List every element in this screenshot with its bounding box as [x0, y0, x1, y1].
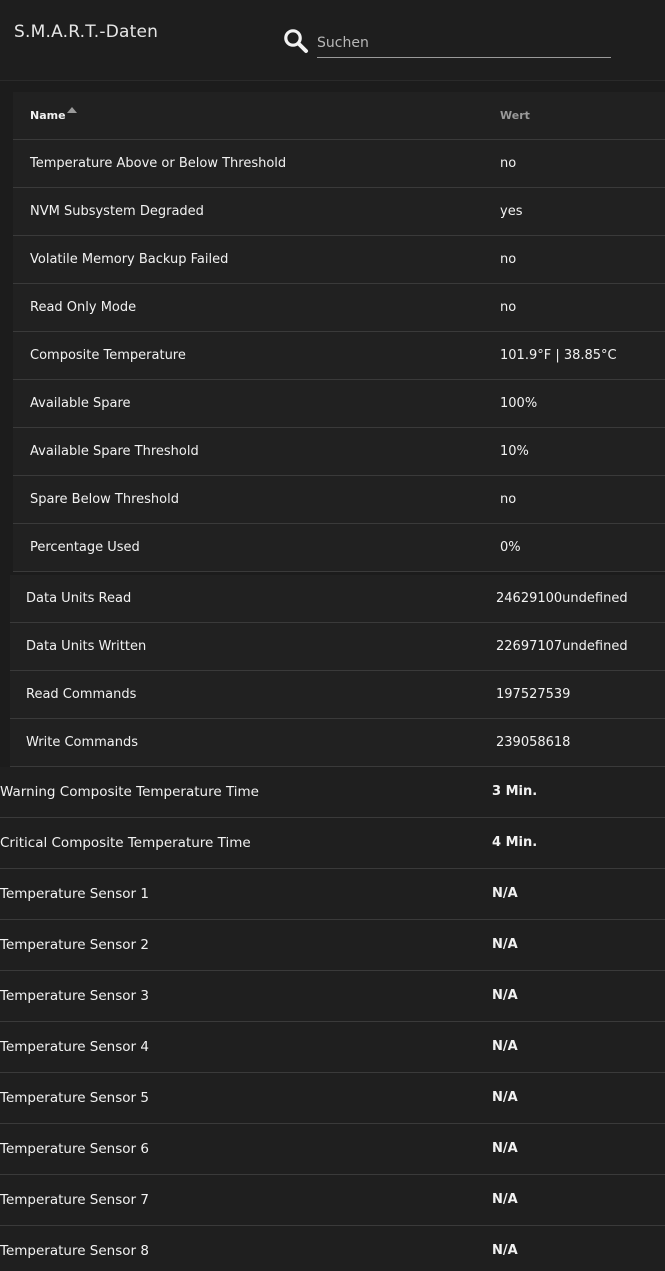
page-title: S.M.A.R.T.-Daten [14, 22, 159, 42]
column-header-name-label: Name [30, 109, 66, 122]
table-row [0, 1022, 665, 1073]
row-value: 10% [500, 444, 529, 459]
row-value: 24629100undefined [496, 591, 628, 606]
row-value: 197527539 [496, 687, 571, 702]
row-value: 3 Min. [492, 784, 538, 799]
row-value: 100% [500, 396, 538, 411]
row-name: Warning Composite Temperature Time [0, 784, 259, 800]
table-row [0, 1175, 665, 1226]
row-name: Available Spare Threshold [30, 444, 199, 459]
row-value: 22697107undefined [496, 639, 628, 654]
row-value: N/A [492, 1243, 518, 1258]
row-value: N/A [492, 988, 518, 1003]
row-name: Data Units Read [26, 591, 132, 606]
row-value: no [500, 252, 517, 267]
table-row [0, 1073, 665, 1124]
table-row [0, 920, 665, 971]
table-row [0, 869, 665, 920]
row-value: no [500, 156, 517, 171]
sort-ascending-icon[interactable] [67, 107, 77, 113]
row-value: N/A [492, 937, 518, 952]
row-name: Temperature Sensor 3 [0, 988, 149, 1004]
row-name: Temperature Sensor 7 [0, 1192, 149, 1208]
table-row [10, 623, 665, 671]
row-name: Temperature Sensor 6 [0, 1141, 149, 1157]
row-value: 4 Min. [492, 835, 538, 850]
table-row [13, 380, 665, 428]
row-name: Read Only Mode [30, 300, 137, 315]
row-name: Spare Below Threshold [30, 492, 179, 507]
table-row [13, 332, 665, 380]
row-name: Composite Temperature [30, 348, 186, 363]
row-name: Temperature Sensor 5 [0, 1090, 149, 1106]
row-value: no [500, 300, 517, 315]
table-row [0, 971, 665, 1022]
table-row [13, 476, 665, 524]
row-name: Data Units Written [26, 639, 147, 654]
search-icon[interactable] [283, 28, 309, 54]
table-row [13, 284, 665, 332]
row-name: Temperature Above or Below Threshold [30, 156, 287, 171]
row-value: no [500, 492, 517, 507]
table-header-row [13, 92, 665, 140]
table-row [0, 767, 665, 818]
table-row [10, 671, 665, 719]
table-row [10, 719, 665, 767]
row-name: Write Commands [26, 735, 139, 750]
table-row [10, 575, 665, 623]
column-header-name[interactable] [30, 92, 77, 139]
table-row [13, 428, 665, 476]
row-value: 101.9°F | 38.85°C [500, 348, 617, 363]
row-value: N/A [492, 1192, 518, 1207]
search-input[interactable] [317, 28, 611, 58]
row-value: N/A [492, 886, 518, 901]
row-value: 239058618 [496, 735, 571, 750]
table-row [13, 140, 665, 188]
row-name: Temperature Sensor 2 [0, 937, 149, 953]
row-name: NVM Subsystem Degraded [30, 204, 204, 219]
row-value: 0% [500, 540, 521, 555]
row-name: Temperature Sensor 4 [0, 1039, 149, 1055]
row-value: N/A [492, 1141, 518, 1156]
table-row [0, 1226, 665, 1271]
row-value: N/A [492, 1090, 518, 1105]
table-row [0, 818, 665, 869]
row-name: Volatile Memory Backup Failed [30, 252, 229, 267]
row-name: Read Commands [26, 687, 137, 702]
table-row [0, 1124, 665, 1175]
row-name: Percentage Used [30, 540, 140, 555]
row-value: N/A [492, 1039, 518, 1054]
table-row [13, 236, 665, 284]
table-row [13, 188, 665, 236]
row-name: Temperature Sensor 8 [0, 1243, 149, 1259]
table-row [13, 524, 665, 572]
row-name: Temperature Sensor 1 [0, 886, 149, 902]
panel-header [0, 0, 665, 81]
column-header-value[interactable]: Wert [500, 109, 530, 122]
row-name: Available Spare [30, 396, 131, 411]
row-value: yes [500, 204, 523, 219]
row-name: Critical Composite Temperature Time [0, 835, 251, 851]
